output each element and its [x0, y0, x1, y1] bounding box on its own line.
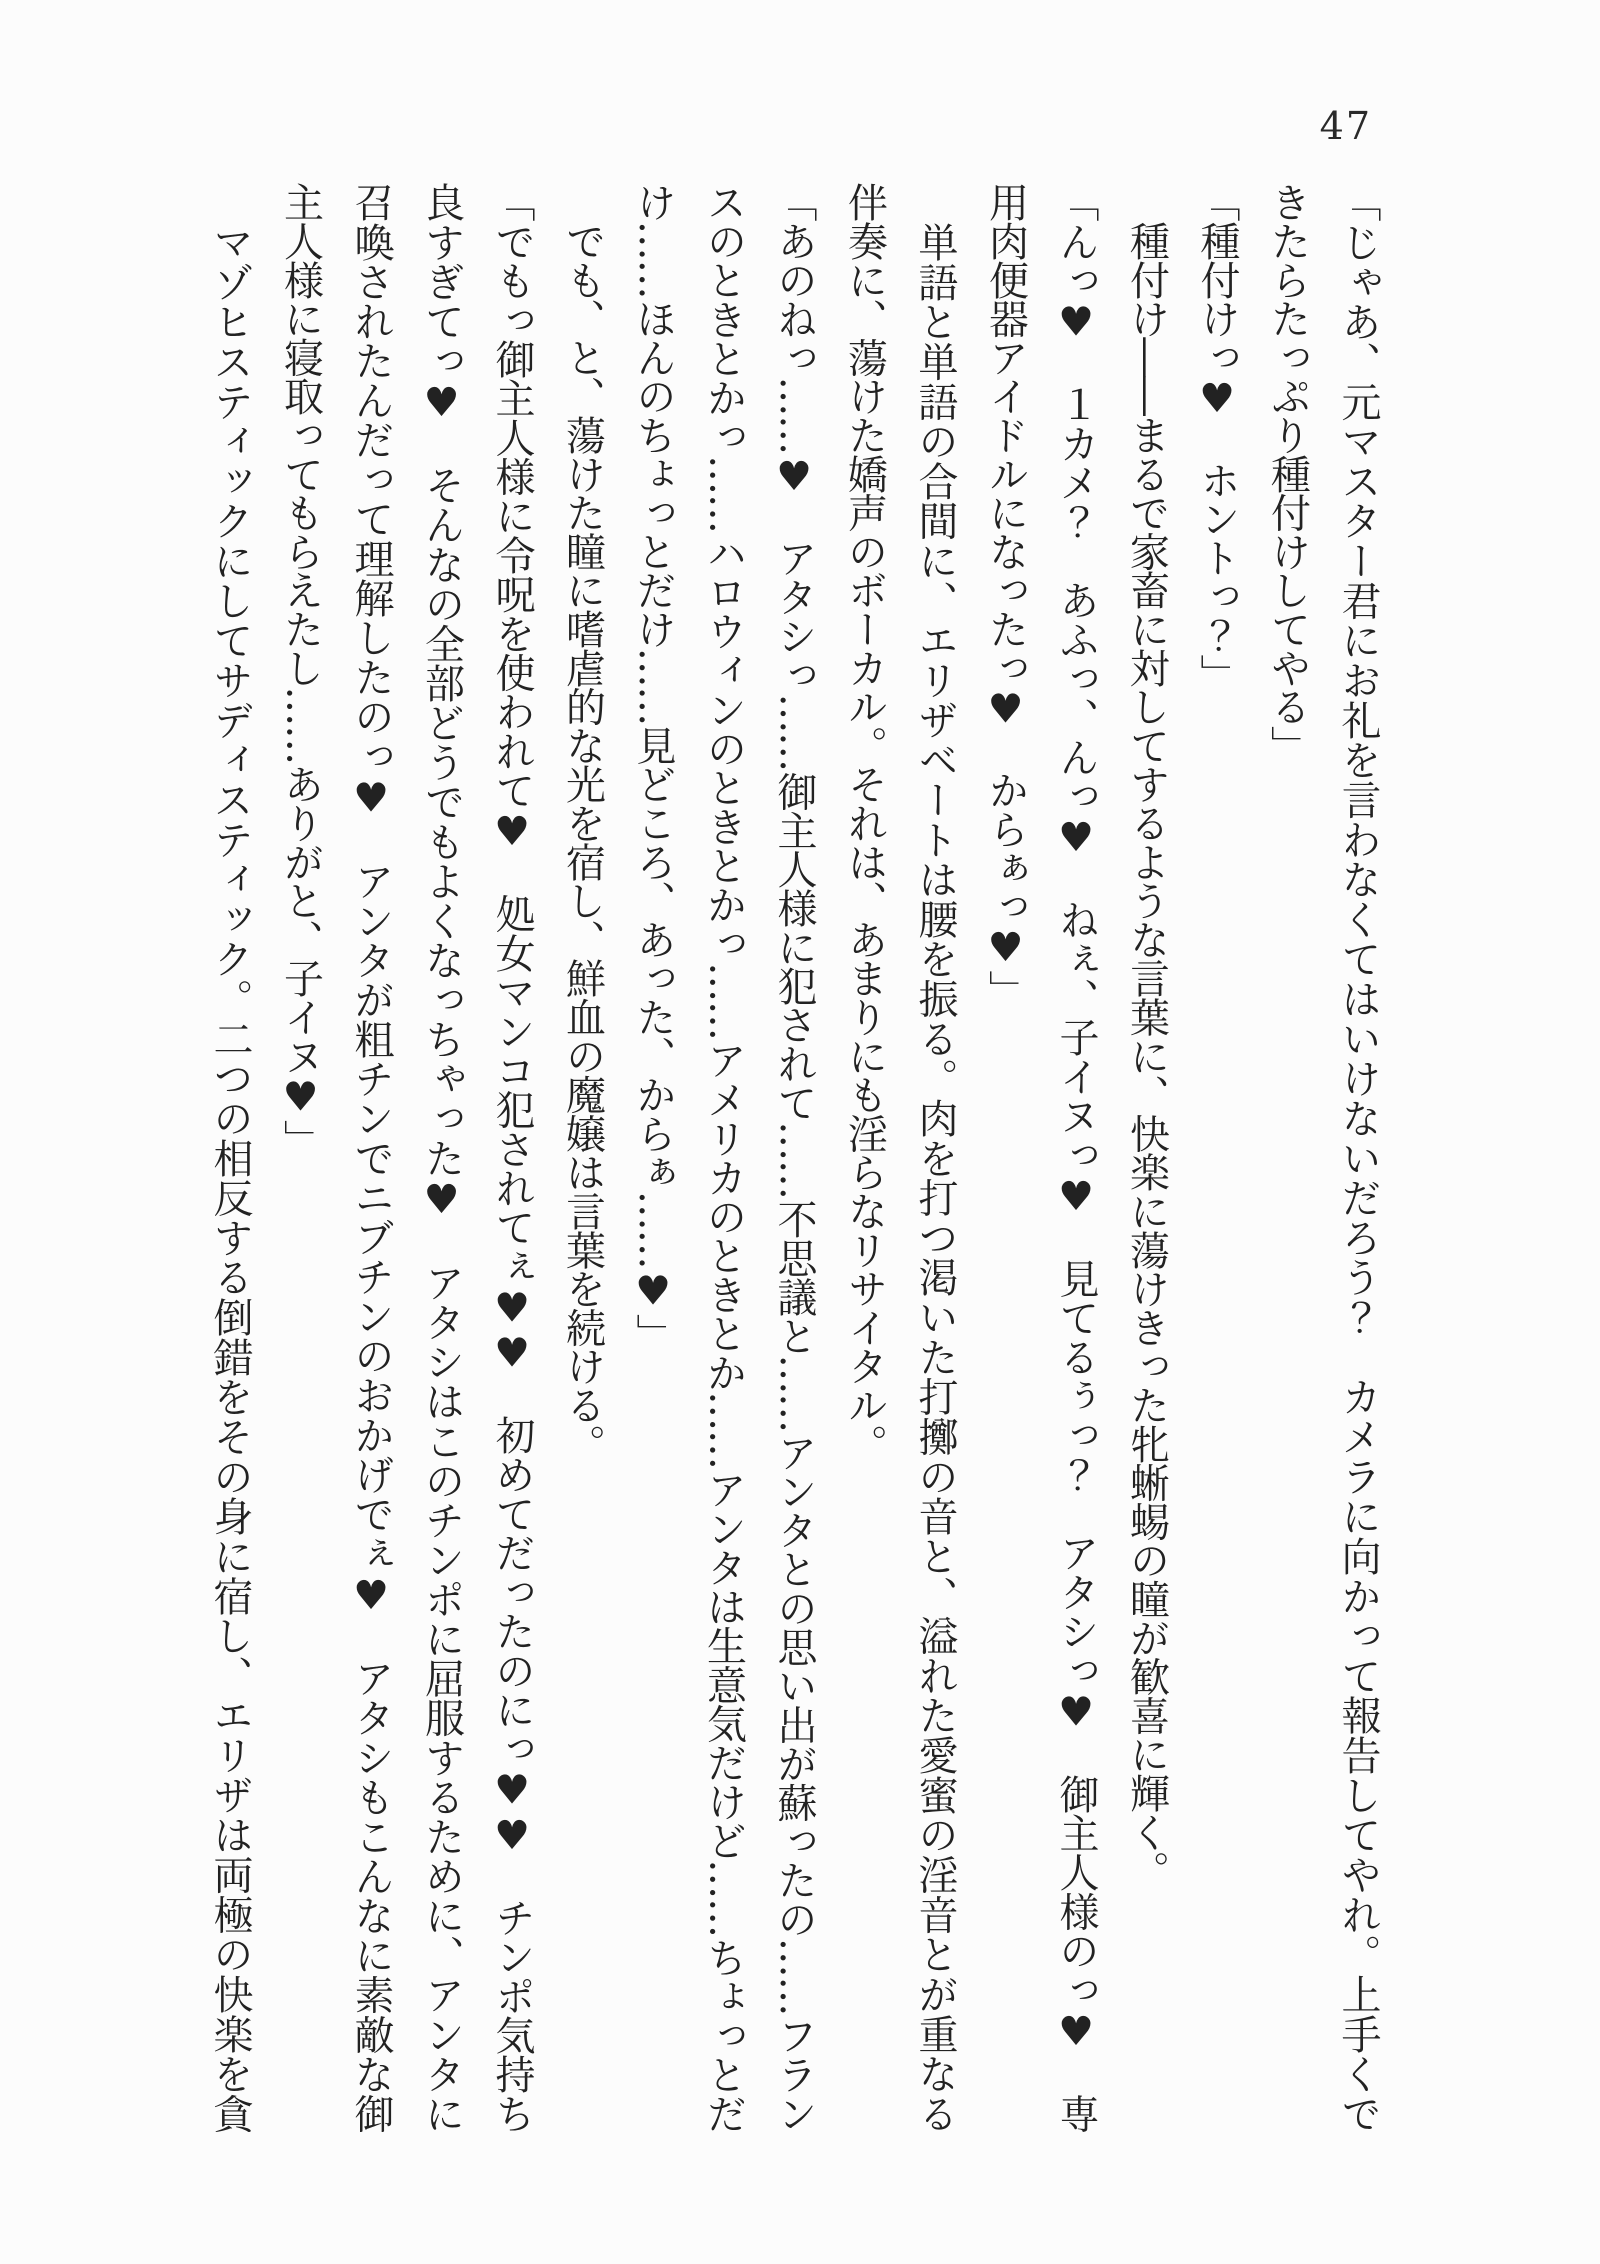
- text-column: 「じゃあ、元マスター君にお礼を言わなくてはいけないだろう？ カメラに向かって報告してやれ。上手くで: [1335, 182, 1381, 2132]
- text-column: 「種付けっ♥ ホントっ？」: [1194, 182, 1240, 693]
- page-number: 47: [1319, 104, 1372, 148]
- text-column: 召喚されたんだって理解したのっ♥ アンタが粗チンでニブチンのおかげでぇ♥ アタシもこんなに素敵な御: [348, 182, 394, 2132]
- text-column: け……ほんのちょっとだけ……見どころ、あった、からぁ……♥」: [630, 182, 676, 1353]
- text-column: 良すぎてっ♥ そんなの全部どうでもよくなっちゃった♥ アタシはこのチンポに屈服するために、アンタに: [418, 182, 465, 2132]
- text-column: きたらたっぷり種付けしてやる」: [1264, 182, 1311, 765]
- text-column: 「でもっ御主人様に令呪を使われて♥ 処女マンコ犯されてぇ♥♥ 初めてだったのにっ♥♥ チンポ気持ち: [489, 182, 535, 2132]
- text-column: 単語と単語の合間に、エリザベートは腰を振る。肉を打つ渇いた打擲の音と、溢れた愛蜜の淫音とが重なる: [912, 182, 958, 2132]
- text-column: スのときとかっ……ハロウィンのときとかっ……アメリカのときとか……アンタは生意気だけど……ちょっとだ: [700, 182, 747, 2132]
- text-column: でも、と、蕩けた瞳に嗜虐的な光を宿し、鮮血の魔嬢は言葉を続ける。: [559, 182, 606, 1463]
- text-column: 伴奏に、蕩けた嬌声のボーカル。それは、あまりにも淫らなリサイタル。: [841, 182, 888, 1463]
- text-column: 主人様に寝取ってもらえたし……ありがと、子イヌ♥」: [277, 182, 324, 1158]
- text-column: 「あのねっ……♥ アタシっ……御主人様に犯されて……不思議と……アンタとの思い出が蘇ったの……フラン: [771, 182, 817, 2132]
- text-column: マゾヒスティックにしてサディスティック。二つの相反する倒錯をその身に宿し、エリザは両極の快楽を貪: [207, 182, 253, 2132]
- text-column: 「んっ♥ １カメ？ あふっ、んっ♥ ねぇ、子イヌっ♥ 見てるぅっ？ アタシっ♥ 御主人様のっ♥ 専: [1053, 182, 1099, 2132]
- text-column: 種付け――まるで家畜に対してするような言葉に、快楽に蕩けきった牝蜥蜴の瞳が歓喜に輝く。: [1123, 182, 1170, 1890]
- text-block: [195, 182, 1394, 2132]
- text-column: 用肉便器アイドルになったっ♥ からぁっ♥」: [982, 182, 1029, 1009]
